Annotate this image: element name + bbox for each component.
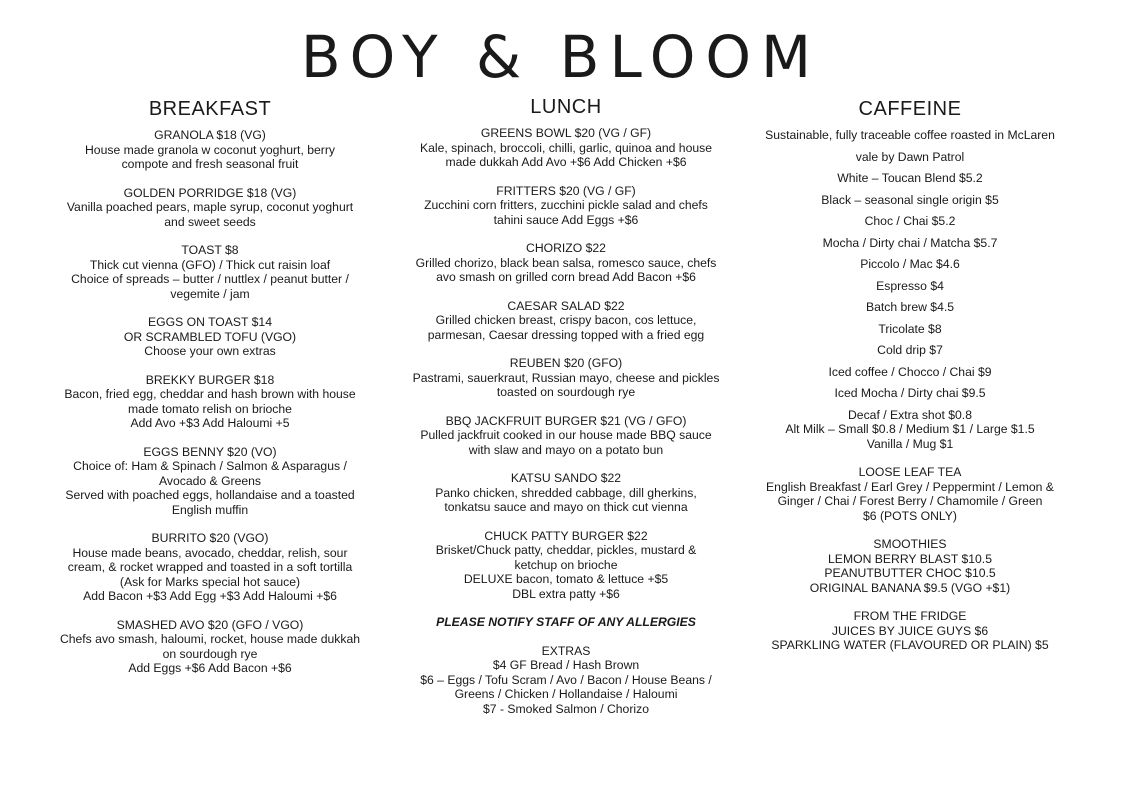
menu-item-title: CAESAR SALAD $22	[507, 298, 625, 313]
caffeine-line: Batch brew $4.5	[865, 300, 955, 314]
menu-item	[396, 529, 736, 602]
extras-title: EXTRAS	[541, 643, 591, 658]
menu-item	[396, 414, 736, 458]
menu-item-line: with slaw and mayo on a potato bun	[468, 442, 664, 457]
menu-item-line: and sweet seeds	[164, 214, 256, 229]
breakfast-heading: BREAKFAST	[148, 98, 272, 120]
caffeine-line: White – Toucan Blend $5.2	[837, 171, 983, 185]
menu-item-line: ORIGINAL BANANA $9.5 (VGO +$1)	[809, 580, 1011, 595]
caffeine-line: vale by Dawn Patrol	[855, 149, 965, 164]
menu-item-line: tonkatsu sauce and mayo on thick cut vienna	[444, 500, 688, 514]
menu-item-line: Alt Milk – Small $0.8 / Medium $1 / Large $1.5	[785, 422, 1035, 436]
allergy-notice: PLEASE NOTIFY STAFF OF ANY ALLERGIES	[436, 615, 696, 629]
menu-item	[396, 126, 736, 170]
menu-item-line: Brisket/Chuck patty, cheddar, pickles, mustard &	[435, 543, 697, 557]
menu-item-line: made tomato relish on brioche	[128, 401, 292, 416]
menu-item	[396, 184, 736, 228]
menu-item	[40, 128, 380, 172]
menu-item-line: Bacon, fried egg, cheddar and hash brown with house	[64, 387, 356, 401]
caffeine-line: Piccolo / Mac $4.6	[860, 257, 960, 271]
menu-item-line: parmesan, Caesar dressing topped with a fried egg	[427, 327, 705, 342]
menu-item-title: TOAST $8	[181, 243, 239, 257]
menu-item-title: LOOSE LEAF TEA	[858, 465, 962, 479]
caffeine-line: Cold drip $7	[877, 343, 943, 357]
menu-item-line: Add Bacon +$3 Add Egg +$3 Add Haloumi +$6	[83, 589, 337, 603]
menu-item-title: CHORIZO $22	[526, 241, 606, 255]
menu-item	[40, 315, 380, 359]
extras-block	[396, 644, 736, 717]
menu-item-line: Pulled jackfruit cooked in our house made BBQ sauce	[420, 428, 712, 442]
menu-item-line: compote and fresh seasonal fruit	[121, 157, 299, 171]
menu-item-title: GRANOLA $18 (VG)	[154, 128, 266, 142]
caffeine-line: Choc / Chai $5.2	[864, 214, 956, 228]
menu-item-line: DELUXE bacon, tomato & lettuce +$5	[463, 572, 669, 586]
caffeine-line: Black – seasonal single origin $5	[821, 192, 999, 207]
menu-item	[740, 465, 1080, 523]
menu-item-line: Kale, spinach, broccoli, chilli, garlic, quinoa and house	[420, 140, 712, 155]
menu-item-title: SMOOTHIES	[873, 537, 947, 551]
menu-item-line: vegemite / jam	[170, 286, 250, 301]
menu-item	[396, 241, 736, 285]
menu-item-title: SMASHED AVO $20 (GFO / VGO)	[116, 617, 304, 632]
menu-item-line: Thick cut vienna (GFO) / Thick cut raisin loaf	[89, 257, 331, 272]
menu-item	[40, 531, 380, 604]
menu-item-line: Choose your own extras	[144, 344, 276, 358]
menu-item-line: made dukkah Add Avo +$6 Add Chicken +$6	[445, 155, 687, 169]
caffeine-column	[740, 96, 1080, 667]
menu-item-line: DBL extra patty +$6	[512, 586, 620, 601]
menu-item-line: Served with poached eggs, hollandaise and a toasted	[65, 488, 355, 502]
menu-item-line: toasted on sourdough rye	[496, 385, 636, 399]
menu-item-title: BREKKY BURGER $18	[145, 372, 275, 387]
menu-item-title: REUBEN $20 (GFO)	[509, 356, 623, 370]
menu-item-title: BURRITO $20 (VGO)	[151, 531, 269, 545]
menu-item-title: KATSU SANDO $22	[510, 471, 622, 485]
caffeine-line: Sustainable, fully traceable coffee roasted in McLaren	[765, 128, 1055, 142]
extras-line: Greens / Chicken / Hollandaise / Haloumi	[454, 687, 678, 701]
menu-item-line: avo smash on grilled corn bread Add Bacon +$6	[436, 270, 696, 284]
lunch-column	[396, 94, 736, 730]
menu-item-title: FRITTERS $20 (VG / GF)	[496, 183, 636, 198]
menu-item	[740, 537, 1080, 595]
menu-item-line: Grilled chorizo, black bean salsa, romesco sauce, chefs	[415, 255, 717, 270]
caffeine-lines	[740, 128, 1080, 401]
menu-item-line: House made granola w coconut yoghurt, berry	[85, 142, 335, 157]
menu-item	[396, 471, 736, 515]
menu-item-line: English muffin	[171, 502, 249, 517]
menu-item-line: Panko chicken, shredded cabbage, dill gherkins,	[435, 485, 697, 500]
menu-item-line: Zucchini corn fritters, zucchini pickle salad and chefs	[424, 198, 708, 212]
menu-item	[396, 299, 736, 343]
menu-item-title: GOLDEN PORRIDGE $18 (VG)	[123, 185, 297, 200]
menu-item-line: Vanilla / Mug $1	[866, 436, 954, 451]
menu-item-line: Add Eggs +$6 Add Bacon +$6	[128, 661, 292, 675]
menu-item-line: Pastrami, sauerkraut, Russian mayo, cheese and pickles	[412, 370, 720, 385]
menu-item-line: LEMON BERRY BLAST $10.5	[828, 551, 992, 566]
caffeine-heading: CAFFEINE	[858, 98, 962, 120]
caffeine-line: Iced coffee / Chocco / Chai $9	[828, 364, 992, 379]
menu-item-line: Avocado & Greens	[158, 473, 262, 488]
menu-item	[740, 408, 1080, 452]
caffeine-line: Iced Mocha / Dirty chai $9.5	[834, 386, 986, 400]
caffeine-line: Tricolate $8	[878, 321, 942, 336]
brand-title: BOY & BLOOM	[300, 23, 822, 91]
menu-item-title: BBQ JACKFRUIT BURGER $21 (VG / GFO)	[445, 413, 687, 428]
menu-item	[40, 186, 380, 230]
menu-item	[396, 356, 736, 400]
menu-item-line: cream, & rocket wrapped and toasted in a soft tortilla	[67, 560, 353, 574]
menu-item-line: Grilled chicken breast, crispy bacon, cos lettuce,	[435, 313, 697, 327]
menu-item-line: Ginger / Chai / Forest Berry / Chamomile / Green	[777, 494, 1043, 508]
menu-item	[40, 243, 380, 301]
caffeine-blocks	[740, 408, 1080, 653]
menu-item-line: Choice of spreads – butter / nuttlex / peanut butter /	[71, 272, 349, 286]
breakfast-items	[40, 128, 380, 676]
menu-item-title: GREENS BOWL $20 (VG / GF)	[480, 126, 652, 140]
menu-item-title: FROM THE FRIDGE	[853, 609, 967, 623]
menu-item-title: EGGS ON TOAST $14	[148, 315, 272, 329]
menu-item	[40, 445, 380, 518]
menu-item-title: CHUCK PATTY BURGER $22	[484, 528, 648, 543]
lunch-heading: LUNCH	[530, 96, 602, 118]
menu-item-title: EGGS BENNY $20 (VO)	[143, 444, 277, 459]
menu-item-line: on sourdough rye	[162, 646, 258, 661]
caffeine-line: Espresso $4	[876, 278, 944, 293]
menu-item-line: PEANUTBUTTER CHOC $10.5	[824, 566, 996, 580]
extras-line: $6 – Eggs / Tofu Scram / Avo / Bacon / House Beans /	[420, 672, 712, 687]
menu-item-line: Chefs avo smash, haloumi, rocket, house made dukkah	[59, 632, 361, 646]
menu-item-line: Vanilla poached pears, maple syrup, coconut yoghurt	[66, 200, 354, 214]
extras-line: $4 GF Bread / Hash Brown	[492, 658, 640, 672]
menu-item-line: (Ask for Marks special hot sauce)	[119, 574, 301, 589]
menu-item-line: English Breakfast / Earl Grey / Peppermint / Lemon &	[766, 479, 1054, 494]
menu-item-line: ketchup on brioche	[514, 557, 618, 572]
menu-item-line: OR SCRAMBLED TOFU (VGO)	[123, 329, 297, 344]
menu-item	[40, 373, 380, 431]
menu-item-line: Choice of: Ham & Spinach / Salmon & Asparagus /	[73, 459, 347, 473]
menu-item-title: Decaf / Extra shot $0.8	[848, 407, 972, 422]
lunch-items	[396, 126, 736, 601]
menu-item-line: SPARKLING WATER (FLAVOURED OR PLAIN) $5	[771, 638, 1049, 652]
menu-item	[740, 609, 1080, 653]
menu-item	[40, 618, 380, 676]
menu-item-line: Add Avo +$3 Add Haloumi +5	[130, 416, 290, 430]
extras-line: $7 - Smoked Salmon / Chorizo	[483, 701, 649, 716]
menu-item-line: JUICES BY JUICE GUYS $6	[831, 623, 989, 638]
caffeine-line: Mocha / Dirty chai / Matcha $5.7	[822, 235, 998, 250]
breakfast-column	[40, 96, 380, 690]
menu-item-line: House made beans, avocado, cheddar, relish, sour	[72, 545, 348, 560]
menu-item-line: tahini sauce Add Eggs +$6	[493, 212, 639, 227]
menu-item-line: $6 (POTS ONLY)	[863, 508, 957, 523]
